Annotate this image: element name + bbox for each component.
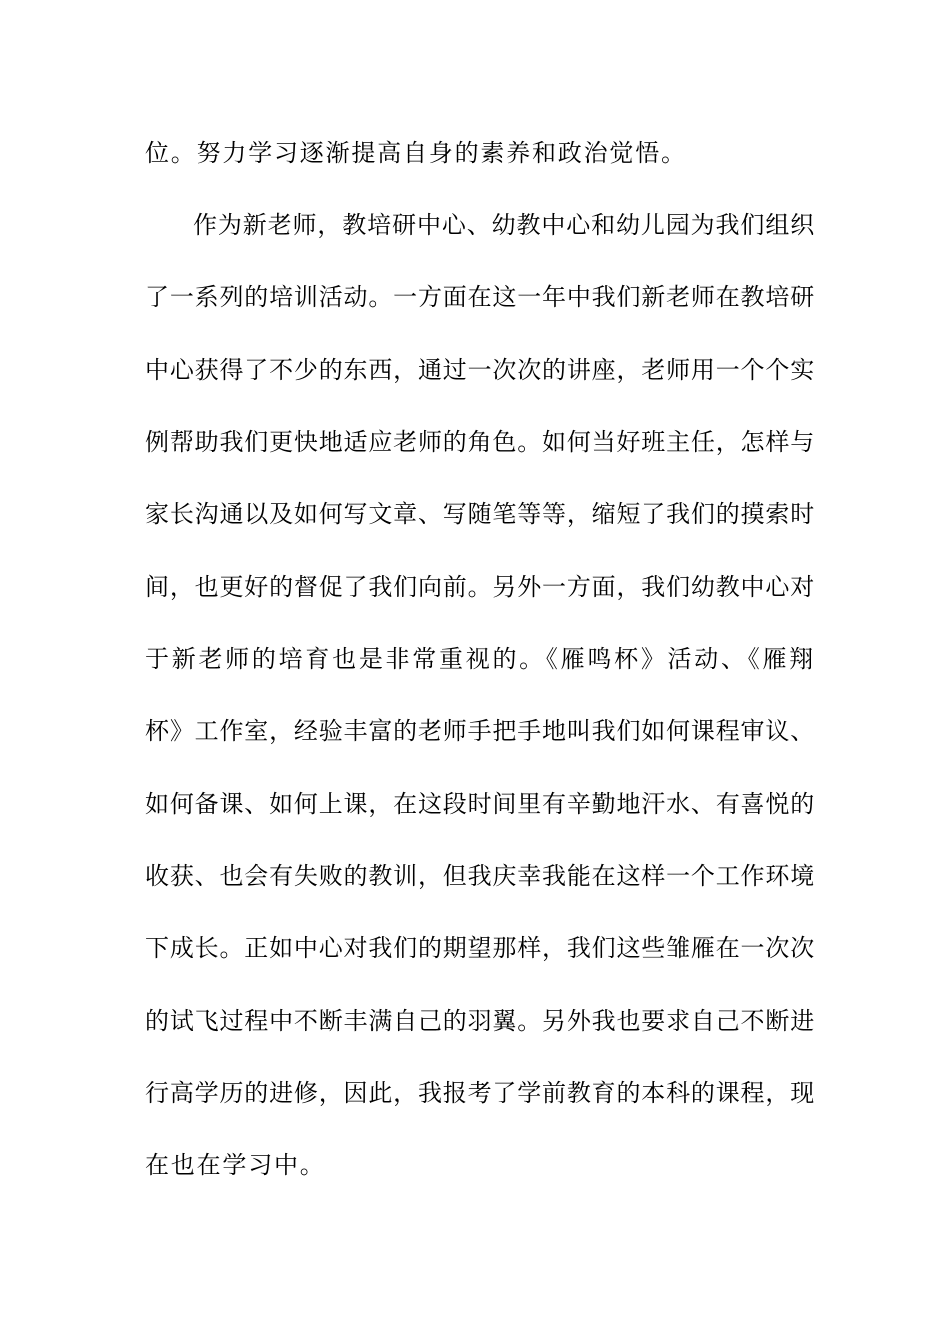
text-line-9: 杯》工作室，经验丰富的老师手把手地叫我们如何课程审议、: [145, 717, 815, 745]
text-line-15: 在也在学习中。: [145, 1151, 326, 1179]
text-line-14: 行高学历的进修，因此，我报考了学前教育的本科的课程，现: [145, 1079, 815, 1107]
paragraph-first-line: 作为新老师，教培研中心、幼教中心和幼儿园为我们组织: [193, 211, 815, 239]
text-line-12: 下成长。正如中心对我们的期望那样，我们这些雏雁在一次次: [145, 934, 815, 962]
text-line-5: 例帮助我们更快地适应老师的角色。如何当好班主任，怎样与: [145, 428, 815, 456]
text-line-3: 了一系列的培训活动。一方面在这一年中我们新老师在教培研: [145, 283, 815, 311]
text-line-11: 收获、也会有失败的教训，但我庆幸我能在这样一个工作环境: [145, 862, 815, 890]
text-line-13: 的试飞过程中不断丰满自己的羽翼。另外我也要求自己不断进: [145, 1007, 815, 1035]
text-line-8: 于新老师的培育也是非常重视的。《雁鸣杯》活动、《雁翔: [145, 645, 815, 673]
text-line-1: 位。努力学习逐渐提高自身的素养和政治觉悟。: [145, 139, 687, 167]
text-line-7: 间，也更好的督促了我们向前。另外一方面，我们幼教中心对: [145, 573, 815, 601]
text-line-4: 中心获得了不少的东西，通过一次次的讲座，老师用一个个实: [145, 356, 815, 384]
text-line-6: 家长沟通以及如何写文章、写随笔等等，缩短了我们的摸索时: [145, 500, 815, 528]
text-line-10: 如何备课、如何上课，在这段时间里有辛勤地汗水、有喜悦的: [145, 790, 815, 818]
